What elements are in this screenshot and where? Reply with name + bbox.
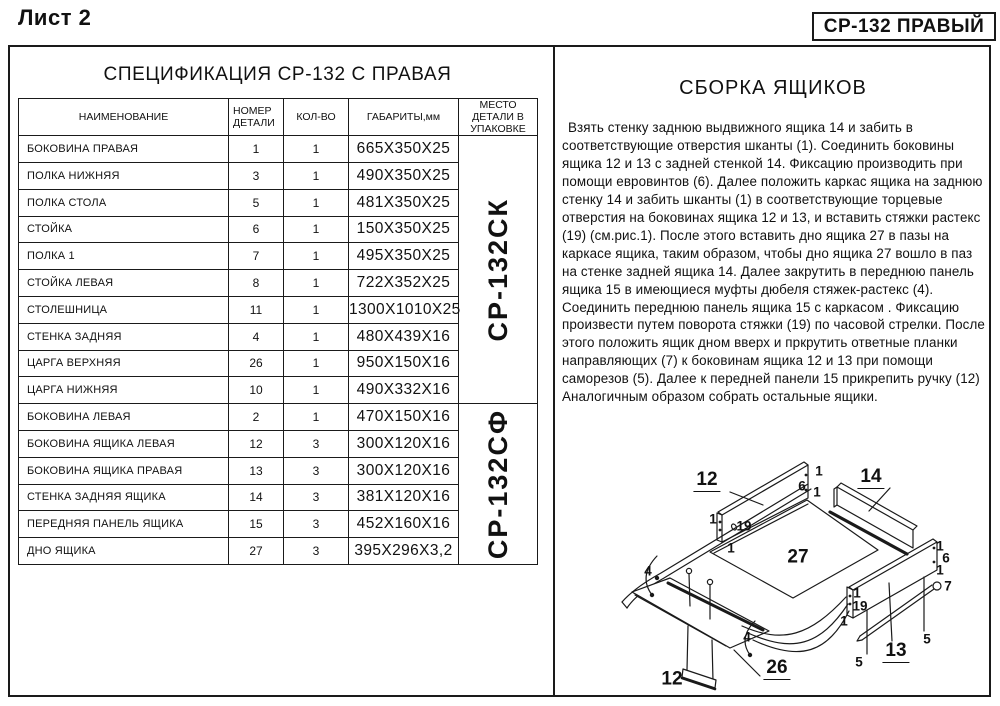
dimensions-cell: 300X120X16	[349, 457, 459, 484]
quantity-cell: 1	[284, 189, 349, 216]
dimensions-cell: 481X350X25	[349, 189, 459, 216]
part-number-cell: 7	[229, 243, 284, 270]
dimensions-cell: 1300X1010X25	[349, 296, 459, 323]
quantity-cell: 1	[284, 404, 349, 431]
quantity-cell: 1	[284, 296, 349, 323]
part-name-cell: ЦАРГА НИЖНЯЯ	[19, 377, 229, 404]
column-header-package: МЕСТО ДЕТАЛИ В УПАКОВКЕ	[459, 99, 538, 136]
part-number-cell: 3	[229, 162, 284, 189]
dimensions-cell: 722X352X25	[349, 270, 459, 297]
diagram-part-label: 1	[840, 613, 848, 629]
part-number-cell: 2	[229, 404, 284, 431]
spec-table-header-row	[19, 99, 538, 136]
quantity-cell: 1	[284, 136, 349, 163]
diagram-part-label: 4	[743, 629, 751, 645]
part-name-cell: ПОЛКА СТОЛА	[19, 189, 229, 216]
diagram-part-label: 1	[727, 540, 735, 556]
diagram-part-label: 6	[798, 478, 806, 494]
part-name-cell: ПОЛКА 1	[19, 243, 229, 270]
diagram-part-label: 5	[923, 631, 931, 647]
part-name-cell: БОКОВИНА ЯЩИКА ПРАВАЯ	[19, 457, 229, 484]
quantity-cell: 3	[284, 538, 349, 565]
dimensions-cell: 395X296X3,2	[349, 538, 459, 565]
package-group-cell	[459, 404, 538, 565]
diagram-part-label: 27	[787, 546, 809, 568]
dimensions-cell: 490X332X16	[349, 377, 459, 404]
dimensions-cell: 150X350X25	[349, 216, 459, 243]
part-name-cell: ЦАРГА ВЕРХНЯЯ	[19, 350, 229, 377]
dimensions-cell: 381X120X16	[349, 484, 459, 511]
diagram-part-label: 12	[661, 668, 683, 690]
part-number-cell: 15	[229, 511, 284, 538]
dimensions-cell: 490X350X25	[349, 162, 459, 189]
quantity-cell: 1	[284, 162, 349, 189]
diagram-part-label: 14	[857, 467, 884, 489]
quantity-cell: 1	[284, 243, 349, 270]
diagram-part-label: 1	[853, 585, 861, 601]
diagram-part-label: 1	[813, 484, 821, 500]
table-row	[19, 404, 538, 431]
table-row	[19, 136, 538, 163]
part-name-cell: БОКОВИНА ПРАВАЯ	[19, 136, 229, 163]
diagram-part-label: 19	[852, 598, 868, 614]
package-group-label: СР-132СФ	[482, 409, 513, 560]
part-name-cell: СТОЛЕШНИЦА	[19, 296, 229, 323]
part-name-cell: ПОЛКА НИЖНЯЯ	[19, 162, 229, 189]
dimensions-cell: 665X350X25	[349, 136, 459, 163]
part-number-cell: 26	[229, 350, 284, 377]
diagram-part-label: 19	[736, 518, 752, 534]
diagram-labels	[558, 420, 992, 696]
diagram-part-label: 12	[693, 470, 720, 492]
model-badge: СР-132 ПРАВЫЙ	[812, 12, 996, 41]
column-header-part-number: НОМЕР ДЕТАЛИ	[229, 99, 284, 136]
package-group-label: СР-132СК	[482, 197, 513, 342]
package-group-cell	[459, 136, 538, 404]
column-header-name: НАИМЕНОВАНИЕ	[19, 99, 229, 136]
part-number-cell: 10	[229, 377, 284, 404]
quantity-cell: 3	[284, 430, 349, 457]
part-number-cell: 8	[229, 270, 284, 297]
spec-table-title: СПЕЦИФИКАЦИЯ СР-132 С ПРАВАЯ	[103, 64, 452, 85]
drawer-assembly-diagram	[558, 420, 992, 696]
part-number-cell: 14	[229, 484, 284, 511]
diagram-part-label: 7	[944, 578, 952, 594]
diagram-part-label: 1	[936, 562, 944, 578]
part-name-cell: СТЕНКА ЗАДНЯЯ ЯЩИКА	[19, 484, 229, 511]
diagram-part-label: 1	[936, 538, 944, 554]
part-number-cell: 11	[229, 296, 284, 323]
quantity-cell: 1	[284, 350, 349, 377]
diagram-part-label: 13	[882, 641, 909, 663]
sheet-number-label: Лист 2	[18, 5, 92, 30]
part-name-cell: БОКОВИНА ЯЩИКА ЛЕВАЯ	[19, 430, 229, 457]
part-number-cell: 27	[229, 538, 284, 565]
assembly-section-title: СБОРКА ЯЩИКОВ	[679, 77, 867, 99]
quantity-cell: 1	[284, 270, 349, 297]
part-number-cell: 1	[229, 136, 284, 163]
dimensions-cell: 300X120X16	[349, 430, 459, 457]
spec-table-body	[19, 136, 538, 565]
dimensions-cell: 470X150X16	[349, 404, 459, 431]
quantity-cell: 1	[284, 323, 349, 350]
quantity-cell: 3	[284, 457, 349, 484]
part-number-cell: 5	[229, 189, 284, 216]
dimensions-cell: 950X150X16	[349, 350, 459, 377]
diagram-part-label: 6	[942, 550, 950, 566]
quantity-cell: 3	[284, 511, 349, 538]
assembly-instructions-text: Взять стенку заднюю выдвижного ящика 14 и забить в соответствующие отверстия шканты (1). Соединить боковины ящика 12 и 13 с задней стенкой 14. Фиксацию производить при помощи евровинтов (6). Далее положить каркас ящика на заднюю стенку 14 и забить шканты (1) в соответствующие торцевые отверстия на боковинах ящика 12 и 13, и вставить стяжки растекс (19) (см.рис.1). После этого вставить дно ящика 27 в пазы на каркасе ящика, таким образом, чтобы дно ящика 27 вошло в паз на стенке задней ящика 14. Далее закрутить в переднюю панель ящика 15 в имеющиеся муфты дюбеля стяжек-растекс (4). Соединить переднюю панель ящика 15 с каркасом . Фиксацию произвести путем поворота стяжки (19) по часовой стрелки. После этого положить ящик дном вверх и пркрутить ответные планки направляющих (7) к боковинам ящика 12 и 13 при помощи саморезов (5). Далее к передней панели 15 прикрепить ручку (12) Аналогичным образом собрать остальные ящики.	[562, 120, 985, 405]
part-name-cell: СТЕНКА ЗАДНЯЯ	[19, 323, 229, 350]
diagram-part-label: 1	[709, 511, 717, 527]
quantity-cell: 1	[284, 377, 349, 404]
part-number-cell: 12	[229, 430, 284, 457]
dimensions-cell: 452X160X16	[349, 511, 459, 538]
diagram-part-label: 5	[855, 654, 863, 670]
dimensions-cell: 480X439X16	[349, 323, 459, 350]
column-divider	[553, 45, 555, 697]
part-number-cell: 13	[229, 457, 284, 484]
column-header-qty: КОЛ-ВО	[284, 99, 349, 136]
part-name-cell: ПЕРЕДНЯЯ ПАНЕЛЬ ЯЩИКА	[19, 511, 229, 538]
part-name-cell: СТОЙКА	[19, 216, 229, 243]
diagram-part-label: 26	[763, 658, 790, 680]
diagram-part-label: 1	[815, 463, 823, 479]
quantity-cell: 3	[284, 484, 349, 511]
dimensions-cell: 495X350X25	[349, 243, 459, 270]
diagram-part-label: 4	[644, 563, 652, 579]
column-header-dimensions: ГАБАРИТЫ,мм	[349, 99, 459, 136]
quantity-cell: 1	[284, 216, 349, 243]
part-name-cell: ДНО ЯЩИКА	[19, 538, 229, 565]
spec-table	[18, 98, 538, 565]
part-name-cell: СТОЙКА ЛЕВАЯ	[19, 270, 229, 297]
part-name-cell: БОКОВИНА ЛЕВАЯ	[19, 404, 229, 431]
part-number-cell: 4	[229, 323, 284, 350]
part-number-cell: 6	[229, 216, 284, 243]
